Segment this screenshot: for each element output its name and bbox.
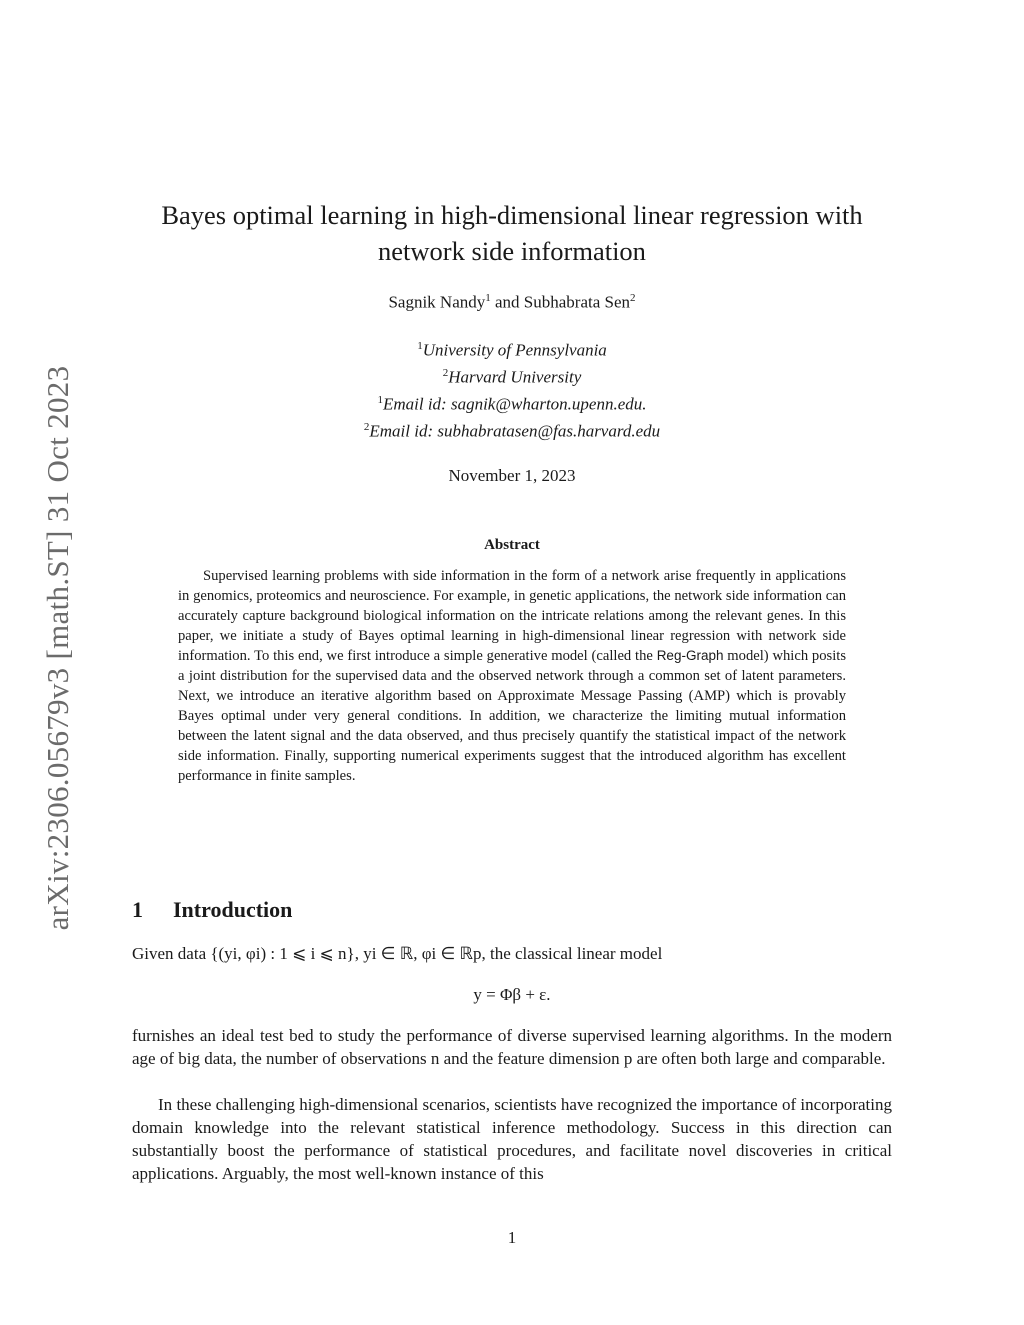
abstract-part-2: model) which posits a joint distribution for the supervised data and the observed network through a common set of latent parameters. Next, we introduce an iterative algorithm based on Approximate Message Passing (AMP) which is provably Bayes optimal under very general conditions. In addition, we characterize the limiting mutual information between the latent signal and the data observed, and thus precisely quantify the statistical impact of the network side information. Finally, supporting numerical experiments suggest that the introduced algorithm has excellent performance in finite samples. [178, 648, 846, 784]
model-name: Reg-Graph [656, 648, 724, 663]
affiliation-1 [132, 335, 892, 362]
email-2-text: Email id: subhabratasen@fas.harvard.edu [369, 422, 661, 442]
linear-model-equation: y = Φβ + ε. [473, 985, 551, 1004]
author-1: Sagnik Nandy [388, 292, 486, 312]
section-title: Introduction [173, 897, 293, 922]
author-conj: and [490, 292, 524, 312]
affiliations [132, 335, 892, 444]
author-1-mark: 1 [485, 292, 491, 304]
page-number: 1 [507, 1228, 517, 1247]
email-1-mark: 1 [377, 394, 383, 407]
email-1-text: Email id: sagnik@wharton.upenn.edu. [382, 394, 647, 414]
section-heading [132, 897, 292, 923]
title-line-2: network side information [378, 236, 646, 266]
affiliation-1-mark: 1 [417, 340, 423, 352]
affiliation-1-text: University of Pennsylvania [422, 340, 607, 360]
abstract-title: Abstract [484, 537, 540, 553]
affiliation-2 [132, 362, 892, 389]
author-2: Subhabrata Sen [523, 292, 631, 312]
paper-date: November 1, 2023 [448, 466, 576, 485]
email-2 [132, 416, 892, 443]
author-2-mark: 2 [630, 292, 636, 304]
email-1 [132, 389, 892, 416]
authors [132, 292, 892, 313]
affiliation-2-mark: 2 [442, 367, 449, 380]
email-2-mark: 2 [363, 421, 370, 434]
abstract-body [178, 566, 846, 786]
paragraph-3: In these challenging high-dimensional scenarios, scientists have recognized the importance of incorporating domain knowledge into the relevant statistical inference methodology. Success in this direction can substantially boost the performance of statistical procedures, and facilitate novel discoveries in critical applications. Arguably, the most well-known instance of this [132, 1095, 892, 1183]
paragraph-2: furnishes an ideal test bed to study the performance of diverse supervised learning algorithms. In the modern age of big data, the number of observations n and the feature dimension p are often both large and comparable. [132, 1026, 892, 1068]
paper-title [132, 197, 892, 269]
intro-line: Given data {(yi, φi) : 1 ⩽ i ⩽ n}, yi ∈ ℝ, φi ∈ ℝp, the classical linear model [132, 944, 663, 963]
title-line-1: Bayes optimal learning in high-dimensional linear regression with [161, 200, 863, 230]
affiliation-2-text: Harvard University [448, 367, 582, 387]
abstract-part-1: Supervised learning problems with side information in the form of a network arise frequently in applications in genomics, proteomics and neuroscience. For example, in genetic applications, the network side information can accurately capture background biological information on the intricate relations among the relevant genes. In this paper, we initiate a study of Bayes optimal learning in high-dimensional linear regression with network side information. To this end, we first introduce a simple generative model (called the [178, 568, 846, 664]
arxiv-side-identifier: arXiv:2306.05679v3 [math.ST] 31 Oct 2023 [40, 365, 75, 931]
section-number: 1 [132, 897, 143, 922]
